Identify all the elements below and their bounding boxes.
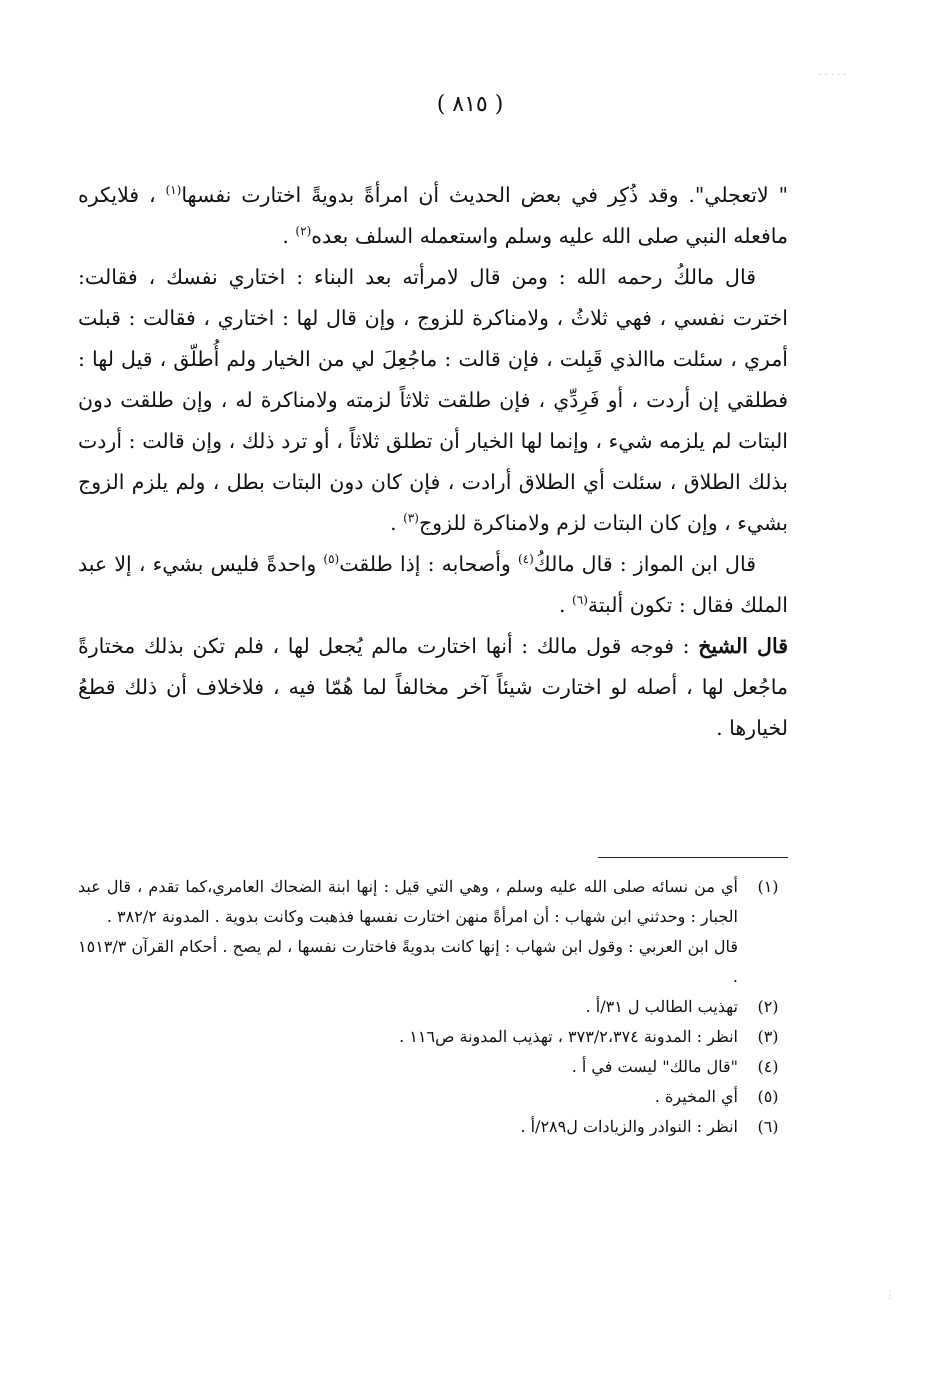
paragraph-text: واحدةً فليس بشيء ، إلا عبد الملك فقال : تكون ألبتة <box>78 552 788 617</box>
footnote-ref: (٤) <box>517 552 534 567</box>
paragraph-3 <box>78 544 788 626</box>
footnote-item <box>78 872 788 992</box>
page-number: ( ٨١٥ ) <box>436 92 504 117</box>
paragraph-2 <box>78 257 788 544</box>
paragraph-1 <box>78 175 788 257</box>
paragraph-text: " لاتعجلي". وقد ذُكِر في بعض الحديث أن امرأةً بدويةً اختارت نفسها <box>181 183 788 207</box>
paragraph-text: . <box>390 511 404 535</box>
footnote-number: (٢) <box>757 997 779 1016</box>
footnote-text: تهذيب الطالب ل ٣١/أ . <box>585 997 738 1016</box>
footnote-item <box>78 992 788 1022</box>
footnote-ref: (٥) <box>323 552 340 567</box>
footnote-ref: (١) <box>165 183 182 198</box>
paragraph-text: ، فلايكره مافعله النبي صلى الله عليه وسلم واستعمله السلف بعده <box>78 183 788 248</box>
footnote-item <box>78 1112 788 1142</box>
footnote-item <box>78 1082 788 1112</box>
footnote-text: انظر : المدونة ٣٧٣/٢،٣٧٤ ، تهذيب المدونة ص١١٦ . <box>399 1027 738 1046</box>
footnote-number: (٤) <box>757 1057 779 1076</box>
footnote-text: "قال مالك" ليست في أ . <box>571 1057 738 1076</box>
scan-speck: ⋮ <box>885 1290 895 1301</box>
footnotes <box>78 872 788 1142</box>
footnote-number: (٥) <box>757 1087 779 1106</box>
paragraph-text: : فوجه قول مالك : أنها اختارت مالم يُجعل لها ، فلم تكن بذلك مختارةً ماجُعل لها ، أصله لو اختارت شيئاً آخر مخالفاً لما هُمّا فيه ، فلاخلاف أن ذلك قطعُ لخيارها . <box>78 634 788 740</box>
footnote-number: (٣) <box>757 1027 779 1046</box>
paragraph-text: . <box>559 593 573 617</box>
footnote-item <box>78 1052 788 1082</box>
paragraph-text: . <box>282 224 296 248</box>
paragraph-lead: قال الشيخ <box>698 634 788 658</box>
footnote-divider <box>598 857 788 858</box>
footnote-ref: (٣) <box>403 511 419 526</box>
paragraph-text: قال ابن المواز : قال مالكُ <box>533 552 756 576</box>
footnote-number: (١) <box>757 877 779 896</box>
footnote-ref: (٢) <box>295 224 312 239</box>
scan-speck: · · · · · <box>818 70 847 81</box>
footnote-ref: (٦) <box>572 593 588 608</box>
paragraph-text: قال مالكُ رحمه الله : ومن قال لامرأته بعد البناء : اختاري نفسك ، فقالت: اخترت نفسي ، فهي ثلاثُ ، ولامناكرة للزوج ، وإن قال لها : اختاري ، فقالت : قبلت أمري ، سئلت ماالذي قَبِلت ، فإن قالت : ماجُعِلَ لي من الخيار ولم أُطلّق ، قيل لها : فطلقي إن أردت ، أو فَرِدِّي ، فإن طلقت ثلاثاً لزمته ولامناكرة له ، وإن طلقت دون البتات لم يلزمه شيء ، وإنما لها الخيار أن تطلق ثلاثاً ، أو ترد ذلك ، وإن قالت : أردت بذلك الطلاق ، سئلت أي الطلاق أرادت ، فإن كان دون البتات بطل ، ولم يلزم الزوج بشيء ، وإن كان البتات لزم ولامناكرة للزوج <box>78 265 788 535</box>
footnote-number: (٦) <box>757 1117 779 1136</box>
paragraph-text: وأصحابه : إذا طلقت <box>339 552 518 576</box>
main-text <box>78 175 788 749</box>
footnote-text: انظر : النوادر والزيادات ل٢٨٩/أ . <box>520 1117 738 1136</box>
footnote-item <box>78 1022 788 1052</box>
footnote-text: أي من نسائه صلى الله عليه وسلم ، وهي التي قيل : إنها ابنة الضحاك العامري،كما تقدم ، قال عبد الجبار : وحدثني ابن شهاب : أن امرأةً منهن اختارت نفسها فذهبت وكانت بدوية . المدونة ٣٨٢/٢ . <box>78 877 739 926</box>
footnote-text: قال ابن العربي : وقول ابن شهاب : إنها كانت بدويةً فاختارت نفسها ، لم يصح . أحكام القرآن ١٥١٣/٣ . <box>78 937 738 986</box>
paragraph-4 <box>78 626 788 749</box>
footnote-text: أي المخيرة . <box>654 1087 738 1106</box>
